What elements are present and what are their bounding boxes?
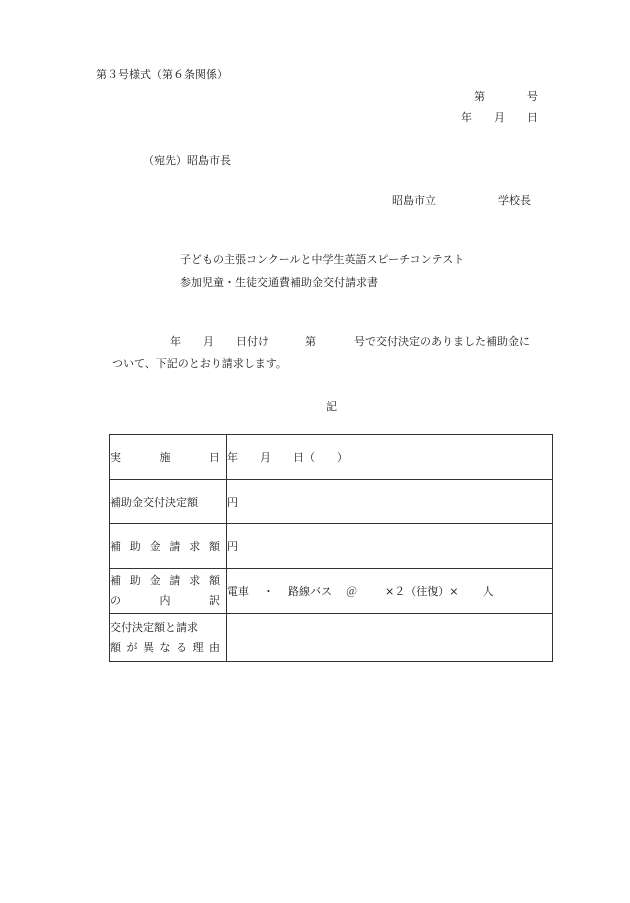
label-char: 理 bbox=[192, 640, 204, 654]
value-breakdown[interactable] bbox=[227, 569, 553, 614]
label-char: 異 bbox=[143, 640, 154, 654]
label-char: 日 bbox=[209, 451, 220, 464]
label-request-amount bbox=[110, 524, 227, 569]
document-title-line1: 子どもの主張コンクールと中学生英語スピーチコンテスト bbox=[180, 253, 465, 266]
label-decided-amount: 補助金交付決定額 bbox=[110, 480, 227, 524]
number-suffix: 号 bbox=[527, 90, 538, 103]
date-year: 年 bbox=[461, 111, 472, 124]
document-title-line2: 参加児童・生徒交通費補助金交付請求書 bbox=[180, 276, 378, 289]
breakdown-people: 人 bbox=[482, 585, 494, 598]
label-implementation-date bbox=[110, 435, 227, 480]
label-char: 額 bbox=[208, 574, 220, 587]
label-line: 交付決定額と請求 bbox=[110, 620, 198, 634]
sender-line bbox=[392, 192, 531, 208]
breakdown-round-trip: ×２（往復）× bbox=[385, 585, 459, 598]
date-day: 日 bbox=[527, 111, 538, 124]
value-implementation-date[interactable] bbox=[227, 435, 553, 480]
label-char: 施 bbox=[159, 451, 171, 464]
label-char: 請 bbox=[169, 574, 181, 587]
number-prefix: 第 bbox=[474, 90, 485, 103]
label-char: 額 bbox=[208, 540, 220, 553]
document-date-line bbox=[461, 109, 538, 125]
body-day: 日付け bbox=[236, 335, 269, 348]
value-request-amount[interactable]: 円 bbox=[227, 524, 553, 569]
breakdown-separator: ・ bbox=[263, 585, 274, 598]
body-month: 月 bbox=[203, 335, 214, 348]
table-row-difference-reason bbox=[110, 614, 553, 662]
label-char: 補 bbox=[110, 540, 121, 553]
table-row-request-amount bbox=[110, 524, 553, 569]
label-char: 求 bbox=[189, 574, 201, 587]
breakdown-bus: 路線バス bbox=[288, 585, 332, 598]
request-table bbox=[109, 434, 553, 662]
label-char: 内 bbox=[159, 594, 171, 607]
label-char: 額 bbox=[110, 640, 121, 654]
label-char: 求 bbox=[189, 540, 201, 553]
label-char: 請 bbox=[169, 540, 181, 553]
label-char: な bbox=[159, 640, 171, 654]
date-month: 月 bbox=[494, 111, 505, 124]
value-decided-amount[interactable]: 円 bbox=[227, 480, 553, 524]
value-day: 日（ ） bbox=[293, 451, 348, 464]
label-char: 訳 bbox=[209, 594, 220, 607]
value-year: 年 bbox=[227, 451, 238, 464]
label-char: 金 bbox=[149, 540, 161, 553]
table-row-implementation-date bbox=[110, 435, 553, 480]
label-char: 実 bbox=[110, 451, 121, 464]
label-char: 助 bbox=[129, 574, 141, 587]
addressee: （宛先）昭島市長 bbox=[143, 154, 231, 167]
form-number: 第３号様式（第６条関係） bbox=[96, 68, 228, 81]
body-line2: ついて、下記のとおり請求します。 bbox=[112, 357, 287, 370]
label-char: 補 bbox=[110, 574, 121, 587]
table-row-breakdown bbox=[110, 569, 553, 614]
sender-city: 昭島市立 bbox=[392, 194, 436, 207]
label-char: が bbox=[126, 640, 138, 654]
label-breakdown bbox=[110, 569, 227, 614]
breakdown-at: ＠ bbox=[346, 585, 357, 598]
label-char: る bbox=[176, 640, 187, 654]
label-difference-reason bbox=[110, 614, 227, 662]
label-char: 金 bbox=[149, 574, 161, 587]
label-char: 由 bbox=[209, 640, 220, 654]
value-month: 月 bbox=[260, 451, 271, 464]
table-row-decided-amount bbox=[110, 480, 553, 524]
label-char: 助 bbox=[129, 540, 141, 553]
body-year: 年 bbox=[170, 335, 181, 348]
breakdown-train: 電車 bbox=[227, 585, 249, 598]
body-rest: 号で交付決定のありました補助金に bbox=[354, 335, 530, 348]
label-char: の bbox=[110, 594, 121, 607]
ki-heading: 記 bbox=[326, 400, 337, 413]
body-dai: 第 bbox=[305, 335, 316, 348]
sender-principal: 学校長 bbox=[498, 194, 531, 207]
body-line1 bbox=[170, 333, 530, 349]
document-number-line bbox=[474, 88, 538, 104]
value-difference-reason[interactable] bbox=[227, 614, 553, 662]
